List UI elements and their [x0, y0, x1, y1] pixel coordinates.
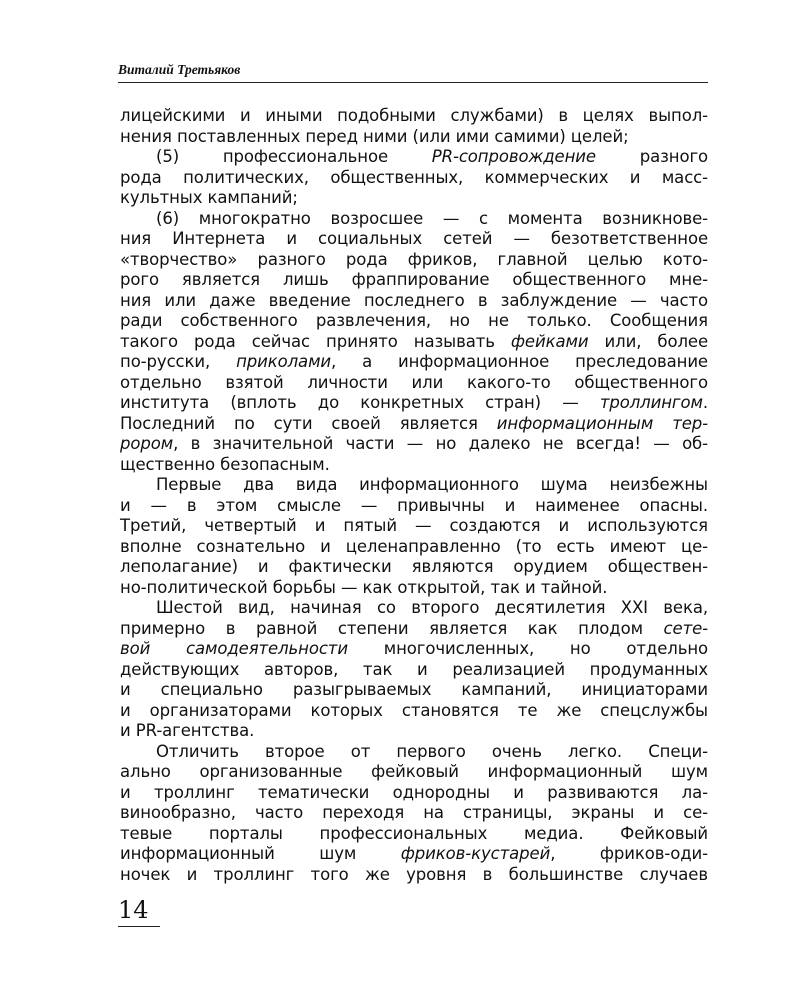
text-segment: .: [702, 393, 708, 412]
text-segment: и специально разыгрываемых кампаний, инициаторами: [120, 680, 708, 699]
italic-term: фейками: [510, 331, 589, 351]
text-segment: рого является лишь фраппирование общественного мне-: [120, 270, 708, 289]
text-line: [120, 250, 708, 271]
text-line: [120, 455, 708, 476]
italic-term: фриков-кустарей: [400, 844, 551, 863]
text-line: [120, 824, 708, 845]
italic-term: вой самодеятельности: [120, 639, 348, 658]
text-line: [120, 373, 708, 394]
text-line: [120, 434, 708, 455]
text-segment: культных кампаний;: [120, 188, 298, 207]
text-segment: по-русски,: [120, 352, 237, 371]
text-segment: такого рода сейчас принято называть: [120, 331, 511, 351]
text-segment: Отличить второе от первого очень легко. Специ-: [156, 741, 708, 761]
text-line: [120, 660, 708, 681]
text-line: [120, 106, 708, 127]
text-segment: ально организованные фейковый информационный шум: [120, 762, 708, 781]
text-segment: тевые порталы профессиональных медиа. Фейковый: [120, 823, 708, 843]
italic-term: сете-: [663, 618, 708, 638]
text-segment: Последний по сути своей является: [120, 413, 497, 433]
italic-term: троллингом: [599, 393, 703, 412]
text-segment: , а информационное преследование: [331, 352, 708, 371]
text-segment: многочисленных, но отдельно: [347, 639, 709, 658]
text-line: [120, 742, 708, 763]
text-line: [120, 516, 708, 537]
text-line: [120, 598, 708, 619]
text-line: [120, 865, 708, 886]
text-segment: Шестой вид, начиная со второго десятилетия XXI века,: [156, 598, 708, 617]
text-segment: леполагание) и фактически являются орудием обществен-: [120, 557, 708, 576]
text-line: [120, 721, 708, 742]
text-line: [120, 803, 708, 824]
running-head: [118, 62, 708, 83]
text-line: [120, 701, 708, 722]
text-line: [120, 844, 708, 865]
text-segment: рода политических, общественных, коммерческих и масс-: [120, 167, 708, 187]
text-segment: ночек и троллинг того же уровня в большинстве случаев: [120, 864, 708, 884]
text-segment: , фриков-оди-: [550, 844, 708, 863]
text-segment: и организаторами которых становятся те же спецслужбы: [120, 700, 708, 720]
text-segment: института (вплоть до конкретных стран) —: [120, 393, 600, 412]
text-line: [120, 188, 708, 209]
text-line: [120, 783, 708, 804]
text-line: [120, 311, 708, 332]
text-segment: и PR-агентства.: [120, 721, 255, 740]
text-segment: (5) профессиональное: [156, 147, 432, 166]
text-segment: но-политической борьбы — как открытой, так и тайной.: [120, 577, 608, 597]
text-segment: винообразно, часто переходя на страницы, экраны и се-: [120, 803, 708, 822]
text-line: [120, 209, 708, 230]
text-line: [120, 127, 708, 148]
body-text: [120, 106, 708, 885]
text-segment: вполне сознательно и целенаправленно (то есть имеют це-: [120, 536, 708, 556]
text-line: [120, 393, 708, 414]
text-segment: и троллинг тематически однородны и развиваются ла-: [120, 782, 708, 802]
text-line: [120, 475, 708, 496]
text-line: [120, 762, 708, 783]
italic-term: PR-сопровождение: [431, 147, 596, 166]
text-line: [120, 352, 708, 373]
italic-term: информационным тер-: [496, 413, 708, 433]
italic-term: приколами: [236, 352, 332, 371]
text-segment: и — в этом смысле — привычны и наименее опасны.: [120, 495, 708, 515]
text-segment: щественно безопасным.: [120, 454, 330, 474]
text-segment: ния или даже введение последнего в заблуждение — часто: [120, 290, 708, 310]
text-line: [120, 414, 708, 435]
text-segment: «творчество» разного рода фриков, главной целью кото-: [120, 249, 708, 269]
text-segment: лицейскими и иными подобными службами) в целях выпол-: [120, 106, 708, 125]
text-line: [120, 229, 708, 250]
text-line: [120, 680, 708, 701]
text-line: [120, 619, 708, 640]
text-line: [120, 270, 708, 291]
text-line: [120, 537, 708, 558]
text-segment: разного: [595, 147, 709, 166]
text-line: [120, 496, 708, 517]
text-segment: (6) многократно возросшее — с момента возникнове-: [156, 208, 708, 228]
page-number: 14: [118, 896, 160, 927]
author-name: Виталий Третьяков: [118, 62, 241, 77]
text-line: [120, 147, 708, 168]
text-segment: или, более: [588, 331, 708, 351]
text-line: [120, 578, 708, 599]
text-segment: Первые два вида информационного шума неизбежны: [156, 475, 708, 494]
text-line: [120, 639, 708, 660]
text-segment: ния Интернета и социальных сетей — безответственное: [120, 229, 708, 248]
italic-term: рором: [120, 434, 174, 453]
text-segment: примерно в равной степени является как плодом: [120, 618, 664, 638]
text-segment: ради собственного развлечения, но не только. Сообщения: [120, 311, 708, 330]
text-segment: нения поставленных перед ними (или ими самими) целей;: [120, 126, 629, 146]
text-line: [120, 557, 708, 578]
text-segment: отдельно взятой личности или какого-то общественного: [120, 372, 708, 392]
text-line: [120, 168, 708, 189]
text-segment: информационный шум: [120, 844, 401, 863]
text-segment: действующих авторов, так и реализацией продуманных: [120, 659, 708, 679]
text-line: [120, 332, 708, 353]
text-segment: , в значительной части — но далеко не всегда! — об-: [173, 434, 708, 453]
text-line: [120, 291, 708, 312]
text-segment: Третий, четвертый и пятый — создаются и используются: [120, 516, 708, 535]
